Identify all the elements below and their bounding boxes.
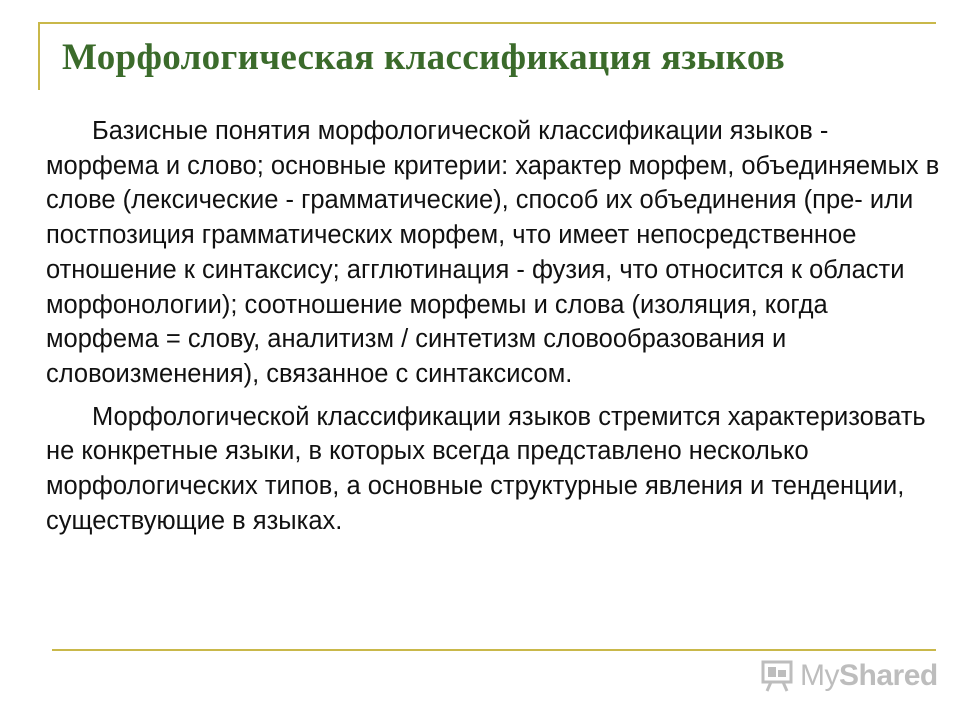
body-paragraph-1: Базисные понятия морфологической классификации языков - морфема и слово; основные критерии: характер морфем, объединяемых в слове (лексические - грамматические), способ их объединения (пре- или постпозиция грамматических морфем, что имеет непосредственное отношение к синтаксису; агглютинация - фузия, что относится к области морфонологии); соотношение морфемы и слова (изоляция, когда морфема = слову, аналитизм / синтетизм словообразования и словоизменения), связанное с синтаксисом. xyxy=(46,117,940,388)
bottom-rule xyxy=(52,649,936,651)
watermark-my: My xyxy=(800,659,839,692)
myshared-watermark xyxy=(760,656,938,696)
presentation-board-icon xyxy=(760,659,794,693)
watermark-text xyxy=(800,659,938,693)
top-rule xyxy=(38,22,936,24)
body-paragraph-2: Морфологической классификации языков стремится характеризовать не конкретные языки, в которых всегда представлено несколько морфологических типов, а основные структурные явления и тенденции, существующие в языках. xyxy=(46,402,926,535)
watermark-shared: Shared xyxy=(839,659,938,692)
slide-body xyxy=(46,114,946,538)
left-rule xyxy=(38,22,40,90)
slide-title: Морфологическая классификация языков xyxy=(62,37,785,78)
